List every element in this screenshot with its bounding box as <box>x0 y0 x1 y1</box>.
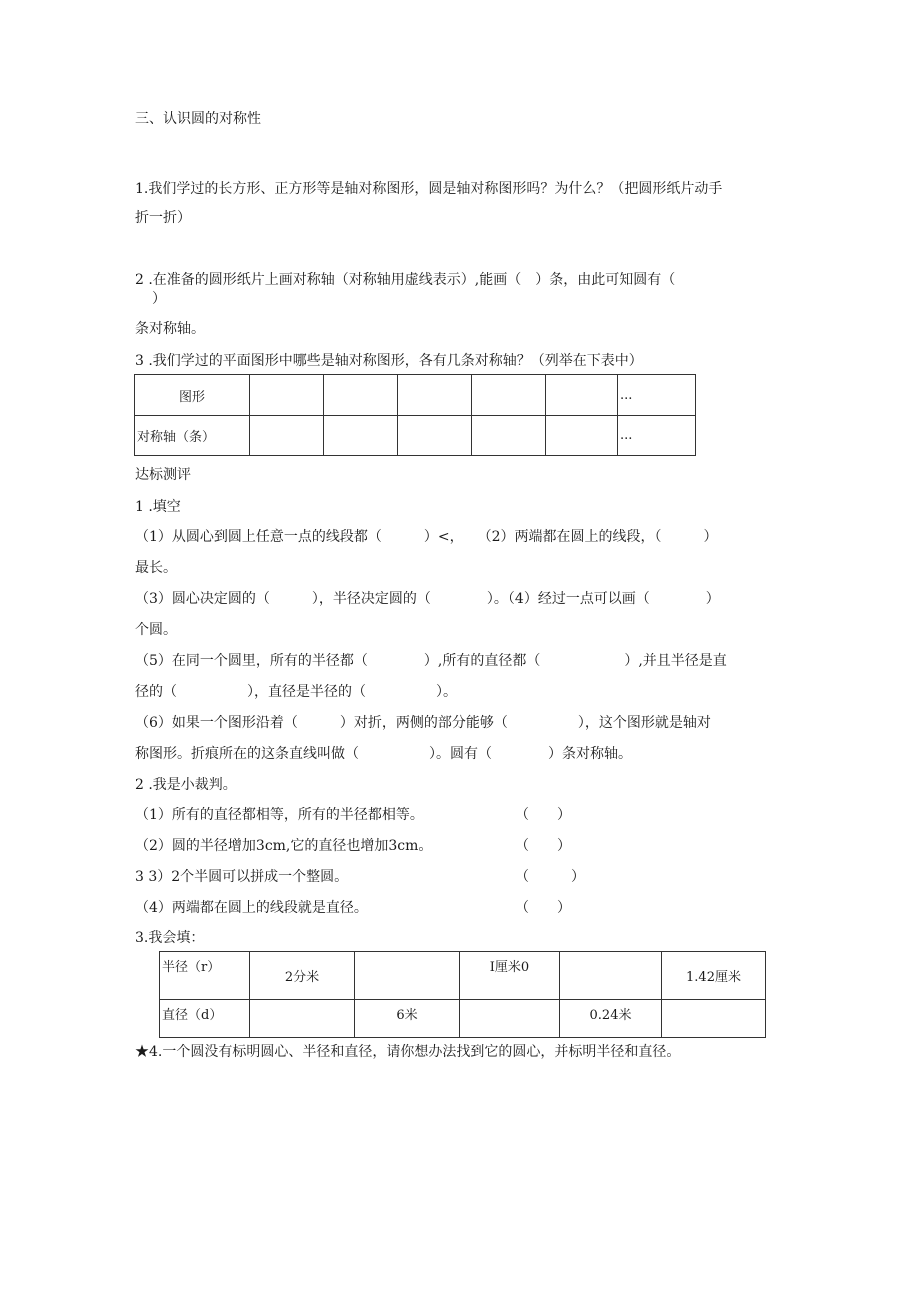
question-3-text: 3 .我们学过的平面图形中哪些是轴对称图形，各有几条对称轴？（列举在下表中） <box>135 353 643 369</box>
radius-cell[interactable] <box>560 952 662 1000</box>
table-cell[interactable] <box>472 375 546 416</box>
section-title: 三、认识圆的对称性 <box>135 111 261 127</box>
fill-item-1b: 最长。 <box>135 560 177 576</box>
fill-table-title: 3.我会填： <box>135 930 205 946</box>
judge-item-2: （2）圆的半径增加3cm,它的直径也增加3cm。 <box>135 838 433 854</box>
symmetry-table <box>134 374 696 456</box>
radius-cell[interactable]: 1.42厘米 <box>662 952 766 1000</box>
table-row-label-shape: 图形 <box>135 375 250 416</box>
judge-item-1: （1）所有的直径都相等，所有的半径都相等。 <box>135 807 424 823</box>
radius-diameter-table <box>159 951 766 1038</box>
fill-item-5b: 径的（ ），直径是半径的（ ）。 <box>135 684 457 700</box>
question-1-line-1: 1.我们学过的长方形、正方形等是轴对称图形，圆是轴对称图形吗？为什么？（把圆形纸片动手 <box>135 181 723 197</box>
question-4: ★4.一个圆没有标明圆心、半径和直径，请你想办法找到它的圆心，并标明半径和直径。 <box>135 1044 681 1060</box>
table-cell[interactable] <box>546 416 618 456</box>
judge-bracket-1[interactable]: （ ） <box>515 807 571 823</box>
table-cell[interactable] <box>250 416 324 456</box>
fill-item-3a: （3）圆心决定圆的（ ），半径决定圆的（ ）。（4）经过一点可以画（ ） <box>135 591 720 607</box>
judge-item-3: 3 3）2个半圆可以拼成一个整圆。 <box>135 869 349 885</box>
table-cell[interactable] <box>250 375 324 416</box>
question-2-line-2: ） <box>152 291 166 307</box>
table-ellipsis: ... <box>618 416 696 456</box>
row-label-radius: 半径（r） <box>160 952 250 1000</box>
fill-item-1a: （1）从圆心到圆上任意一点的线段都（ ）<， （2）两端都在圆上的线段，（ ） <box>135 529 718 545</box>
radius-cell[interactable] <box>355 952 460 1000</box>
question-2-line-1: 2 .在准备的圆形纸片上画对称轴（对称轴用虚线表示）,能画（ ）条，由此可知圆有（ <box>135 272 676 288</box>
fill-item-6b: 称图形。折痕所在的这条直线叫做（ ）。圆有（ ）条对称轴。 <box>135 746 632 762</box>
table-row-label-axes: 对称轴（条） <box>135 416 250 456</box>
judge-bracket-2[interactable]: （ ） <box>515 838 571 854</box>
judge-bracket-3[interactable]: （ ） <box>515 869 585 885</box>
row-label-diameter: 直径（d） <box>160 1000 250 1038</box>
fill-item-5a: （5）在同一个圆里，所有的半径都（ ）,所有的直径都（ ）,并且半径是直 <box>135 653 727 669</box>
assessment-title: 达标测评 <box>135 467 191 483</box>
table-ellipsis: ... <box>618 375 696 416</box>
diameter-cell[interactable] <box>250 1000 355 1038</box>
question-2-line-3: 条对称轴。 <box>135 321 205 337</box>
fill-item-3b: 个圆。 <box>135 622 177 638</box>
fill-item-6a: （6）如果一个图形沿着（ ）对折，两侧的部分能够（ ），这个图形就是轴对 <box>135 715 711 731</box>
judge-bracket-4[interactable]: （ ） <box>515 900 571 916</box>
table-cell[interactable] <box>398 416 472 456</box>
fill-title: 1 .填空 <box>135 499 181 515</box>
radius-cell[interactable]: I厘米0 <box>460 952 560 1000</box>
table-cell[interactable] <box>546 375 618 416</box>
diameter-cell[interactable]: 0.24米 <box>560 1000 662 1038</box>
table-cell[interactable] <box>324 375 398 416</box>
radius-cell[interactable]: 2分米 <box>250 952 355 1000</box>
judge-title: 2 .我是小裁判。 <box>135 777 237 793</box>
table-cell[interactable] <box>398 375 472 416</box>
question-1-line-2: 折一折） <box>135 210 191 226</box>
diameter-cell[interactable] <box>460 1000 560 1038</box>
judge-item-4: （4）两端都在圆上的线段就是直径。 <box>135 900 368 916</box>
table-cell[interactable] <box>472 416 546 456</box>
table-cell[interactable] <box>324 416 398 456</box>
diameter-cell[interactable]: 6米 <box>355 1000 460 1038</box>
diameter-cell[interactable] <box>662 1000 766 1038</box>
